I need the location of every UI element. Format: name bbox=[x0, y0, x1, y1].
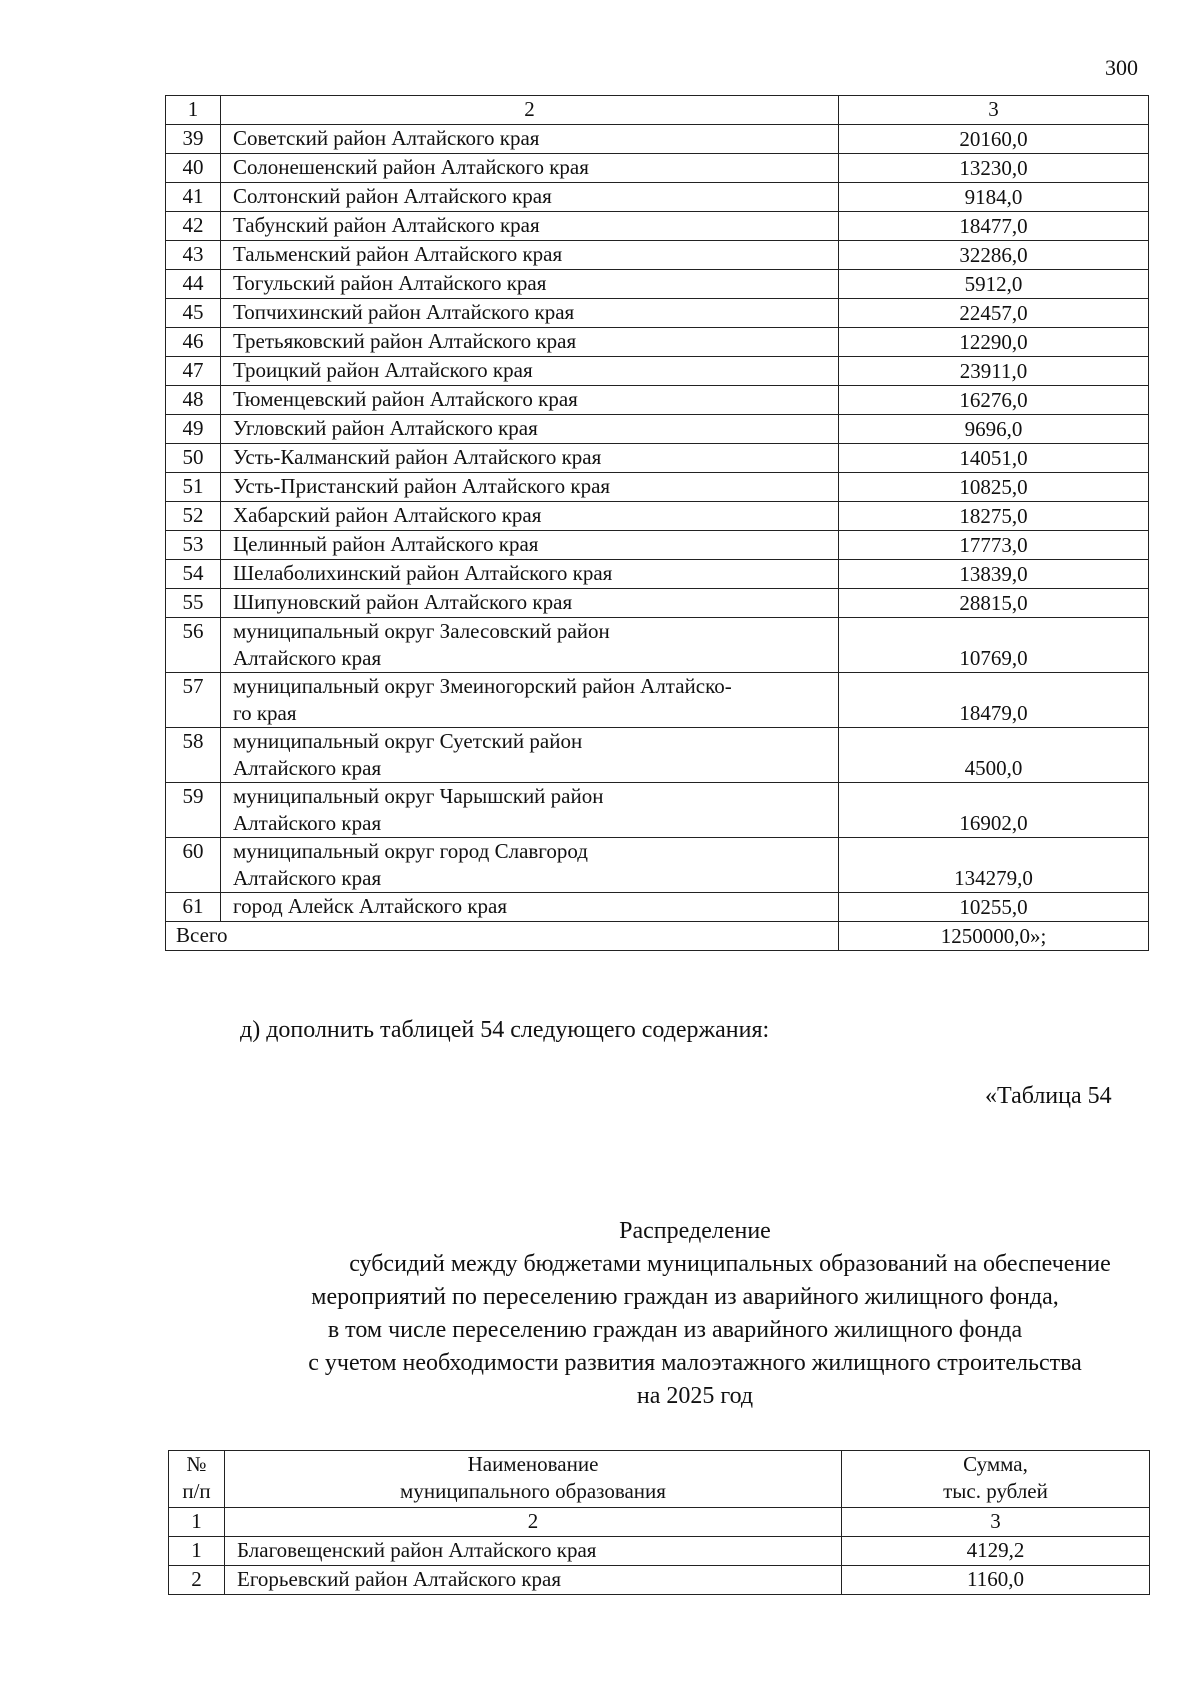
row-sum: 32286,0 bbox=[839, 241, 1149, 270]
index-cell: 2 bbox=[225, 1508, 842, 1537]
row-number: 54 bbox=[166, 560, 221, 589]
table-header-row bbox=[166, 96, 1149, 125]
row-name bbox=[221, 783, 839, 838]
row-sum: 14051,0 bbox=[839, 444, 1149, 473]
row-number: 50 bbox=[166, 444, 221, 473]
row-name: Тогульский район Алтайского края bbox=[221, 270, 839, 299]
table-row bbox=[166, 183, 1149, 212]
row-number: 41 bbox=[166, 183, 221, 212]
allocation-table-continued bbox=[165, 95, 1149, 951]
row-name: Солтонский район Алтайского края bbox=[221, 183, 839, 212]
table-row bbox=[166, 270, 1149, 299]
header-cell: 1 bbox=[166, 96, 221, 125]
row-sum: 10825,0 bbox=[839, 473, 1149, 502]
row-name: Шипуновский район Алтайского края bbox=[221, 589, 839, 618]
row-sum: 16902,0 bbox=[839, 783, 1149, 838]
row-sum: 10769,0 bbox=[839, 618, 1149, 673]
title-line: Распределение bbox=[619, 1218, 771, 1244]
row-sum: 18275,0 bbox=[839, 502, 1149, 531]
row-sum: 20160,0 bbox=[839, 125, 1149, 154]
row-number: 2 bbox=[169, 1566, 225, 1595]
table-row bbox=[166, 357, 1149, 386]
row-number: 46 bbox=[166, 328, 221, 357]
table-row bbox=[166, 328, 1149, 357]
row-sum: 28815,0 bbox=[839, 589, 1149, 618]
row-sum: 17773,0 bbox=[839, 531, 1149, 560]
row-sum: 16276,0 bbox=[839, 386, 1149, 415]
title-line: с учетом необходимости развития малоэтажного жилищного строительства bbox=[308, 1350, 1082, 1376]
row-name: Благовещенский район Алтайского края bbox=[225, 1537, 842, 1566]
row-name-line: муниципальный округ Залесовский район bbox=[233, 619, 610, 643]
table-row bbox=[166, 415, 1149, 444]
header-cell-number: № п/п bbox=[169, 1451, 225, 1508]
row-number: 42 bbox=[166, 212, 221, 241]
table-row bbox=[166, 154, 1149, 183]
row-sum: 5912,0 bbox=[839, 270, 1149, 299]
row-number: 39 bbox=[166, 125, 221, 154]
table-row bbox=[166, 531, 1149, 560]
table-row bbox=[166, 893, 1149, 922]
row-sum: 18477,0 bbox=[839, 212, 1149, 241]
title-line: на 2025 год bbox=[636, 1383, 754, 1409]
table-row bbox=[166, 502, 1149, 531]
row-name: Усть-Пристанский район Алтайского края bbox=[221, 473, 839, 502]
row-sum: 4129,2 bbox=[842, 1537, 1150, 1566]
row-name bbox=[221, 618, 839, 673]
row-sum: 13839,0 bbox=[839, 560, 1149, 589]
row-number: 56 bbox=[166, 618, 221, 673]
row-number: 52 bbox=[166, 502, 221, 531]
row-name: Шелаболихинский район Алтайского края bbox=[221, 560, 839, 589]
row-name-line: муниципальный округ Суетский район bbox=[233, 729, 583, 753]
table-row bbox=[166, 728, 1149, 783]
row-name-line: го края bbox=[233, 701, 297, 725]
table-row bbox=[166, 444, 1149, 473]
header-cell-name: Наименование муниципального образования bbox=[225, 1451, 842, 1508]
row-number: 55 bbox=[166, 589, 221, 618]
table-row bbox=[166, 783, 1149, 838]
table-row bbox=[166, 589, 1149, 618]
row-number: 44 bbox=[166, 270, 221, 299]
table-row bbox=[166, 473, 1149, 502]
row-name: Усть-Калманский район Алтайского края bbox=[221, 444, 839, 473]
page-number: 300 bbox=[1105, 55, 1138, 80]
table-row bbox=[166, 299, 1149, 328]
index-cell: 3 bbox=[842, 1508, 1150, 1537]
row-sum: 13230,0 bbox=[839, 154, 1149, 183]
row-number: 59 bbox=[166, 783, 221, 838]
row-number: 48 bbox=[166, 386, 221, 415]
row-number: 58 bbox=[166, 728, 221, 783]
table-row bbox=[166, 838, 1149, 893]
row-name-line: Алтайского края bbox=[233, 811, 382, 835]
table-row bbox=[166, 618, 1149, 673]
total-label: Всего bbox=[166, 922, 839, 951]
row-name-line: муниципальный округ Змеиногорский район Алтайско- bbox=[233, 674, 732, 698]
table-row bbox=[166, 241, 1149, 270]
row-number: 1 bbox=[169, 1537, 225, 1566]
table-label: «Таблица 54 bbox=[985, 1083, 1112, 1109]
row-name: Тюменцевский район Алтайского края bbox=[221, 386, 839, 415]
row-name: Егорьевский район Алтайского края bbox=[225, 1566, 842, 1595]
row-name-line: Алтайского края bbox=[233, 866, 382, 890]
row-name: Табунский район Алтайского края bbox=[221, 212, 839, 241]
row-sum: 12290,0 bbox=[839, 328, 1149, 357]
row-name bbox=[221, 838, 839, 893]
title-line: мероприятий по переселению граждан из аварийного жилищного фонда, bbox=[311, 1284, 1059, 1310]
row-number: 49 bbox=[166, 415, 221, 444]
title-line: в том числе переселению граждан из аварийного жилищного фонда bbox=[327, 1317, 1023, 1343]
allocation-table-54 bbox=[168, 1450, 1150, 1595]
table-row bbox=[169, 1566, 1150, 1595]
header-cell: 2 bbox=[221, 96, 839, 125]
row-number: 40 bbox=[166, 154, 221, 183]
row-number: 53 bbox=[166, 531, 221, 560]
row-number: 43 bbox=[166, 241, 221, 270]
row-sum: 22457,0 bbox=[839, 299, 1149, 328]
row-name bbox=[221, 673, 839, 728]
row-name bbox=[221, 728, 839, 783]
row-name: Целинный район Алтайского края bbox=[221, 531, 839, 560]
row-sum: 1160,0 bbox=[842, 1566, 1150, 1595]
row-sum: 4500,0 bbox=[839, 728, 1149, 783]
total-sum: 1250000,0»; bbox=[839, 922, 1149, 951]
row-name: Солонешенский район Алтайского края bbox=[221, 154, 839, 183]
row-name-line: Алтайского края bbox=[233, 756, 382, 780]
row-number: 60 bbox=[166, 838, 221, 893]
document-title bbox=[200, 1215, 1190, 1413]
title-line: субсидий между бюджетами муниципальных образований на обеспечение bbox=[349, 1251, 1111, 1277]
row-name: Тальменский район Алтайского края bbox=[221, 241, 839, 270]
table-row bbox=[169, 1537, 1150, 1566]
row-sum: 9184,0 bbox=[839, 183, 1149, 212]
row-name-line: муниципальный округ Чарышский район bbox=[233, 784, 604, 808]
index-cell: 1 bbox=[169, 1508, 225, 1537]
table-index-row bbox=[169, 1508, 1150, 1537]
table-row bbox=[166, 673, 1149, 728]
row-sum: 18479,0 bbox=[839, 673, 1149, 728]
row-name: Советский район Алтайского края bbox=[221, 125, 839, 154]
row-sum: 10255,0 bbox=[839, 893, 1149, 922]
row-name: Топчихинский район Алтайского края bbox=[221, 299, 839, 328]
header-cell: 3 bbox=[839, 96, 1149, 125]
row-name: Угловский район Алтайского края bbox=[221, 415, 839, 444]
row-number: 47 bbox=[166, 357, 221, 386]
row-name-line: Алтайского края bbox=[233, 646, 382, 670]
row-sum: 23911,0 bbox=[839, 357, 1149, 386]
amendment-paragraph: д) дополнить таблицей 54 следующего содержания: bbox=[240, 1017, 770, 1043]
table-row bbox=[166, 386, 1149, 415]
header-cell-sum: Сумма, тыс. рублей bbox=[842, 1451, 1150, 1508]
row-sum: 9696,0 bbox=[839, 415, 1149, 444]
table-row bbox=[166, 125, 1149, 154]
row-number: 45 bbox=[166, 299, 221, 328]
row-number: 51 bbox=[166, 473, 221, 502]
row-number: 57 bbox=[166, 673, 221, 728]
total-row bbox=[166, 922, 1149, 951]
table-row bbox=[166, 560, 1149, 589]
row-name: Троицкий район Алтайского края bbox=[221, 357, 839, 386]
row-number: 61 bbox=[166, 893, 221, 922]
table-row bbox=[166, 212, 1149, 241]
row-name: Хабарский район Алтайского края bbox=[221, 502, 839, 531]
table-header-row bbox=[169, 1451, 1150, 1508]
row-name: Третьяковский район Алтайского края bbox=[221, 328, 839, 357]
row-name: город Алейск Алтайского края bbox=[221, 893, 839, 922]
row-sum: 134279,0 bbox=[839, 838, 1149, 893]
row-name-line: муниципальный округ город Славгород bbox=[233, 839, 588, 863]
